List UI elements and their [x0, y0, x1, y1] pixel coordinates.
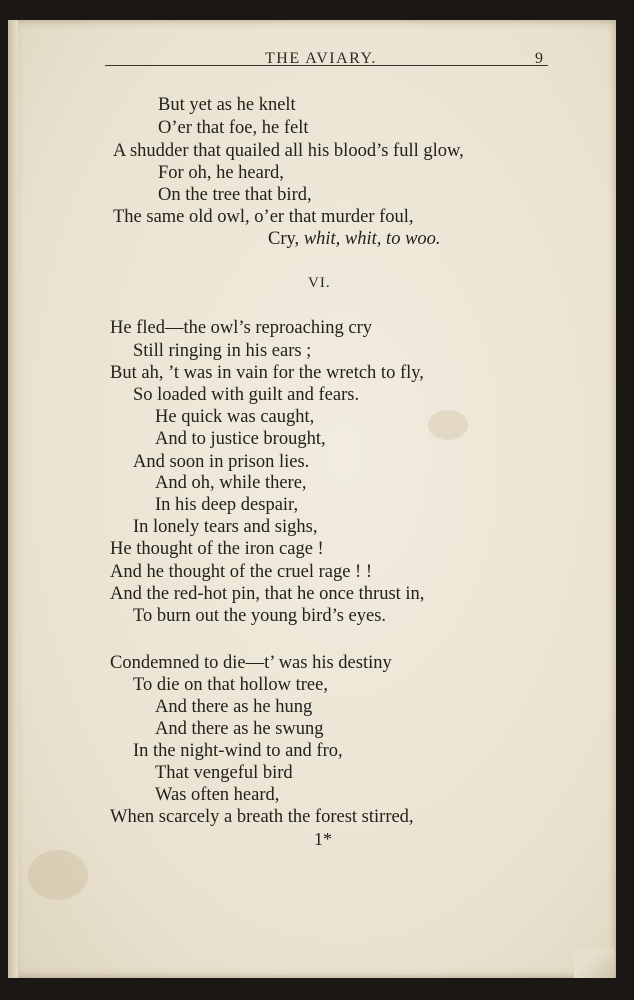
poem-line: And soon in prison lies. — [133, 452, 310, 472]
book-page — [8, 20, 616, 978]
paper-stain — [428, 410, 468, 440]
poem-line: And to justice brought, — [155, 429, 326, 449]
poem-line: And there as he hung — [155, 697, 313, 717]
poem-line: And oh, while there, — [155, 473, 307, 493]
poem-line: In the night-wind to and fro, — [133, 741, 343, 761]
page-gutter — [8, 20, 18, 978]
poem-line: O’er that foe, he felt — [158, 118, 309, 138]
poem-line: In his deep despair, — [155, 495, 299, 515]
poem-line: Condemned to die—t’ was his destiny — [110, 653, 392, 673]
poem-line: To die on that hollow tree, — [133, 675, 328, 695]
running-head: THE AVIARY. — [265, 50, 377, 67]
poem-line: A shudder that quailed all his blood’s full glow, — [113, 141, 464, 161]
poem-line: And the red-hot pin, that he once thrust in, — [110, 584, 425, 604]
poem-line: So loaded with guilt and fears. — [133, 385, 360, 405]
poem-line: For oh, he heard, — [158, 163, 284, 183]
header-rule — [105, 65, 548, 66]
poem-line: Still ringing in his ears ; — [133, 341, 312, 361]
poem-line: But ah, ’t was in vain for the wretch to fly, — [110, 363, 424, 383]
cry-prefix: Cry, — [268, 229, 304, 249]
page-number: 9 — [535, 50, 543, 67]
poem-line: Was often heard, — [155, 785, 280, 805]
poem-line: He thought of the iron cage ! — [110, 539, 324, 559]
poem-line: He quick was caught, — [155, 407, 315, 427]
poem-line: He fled—the owl’s reproaching cry — [110, 318, 372, 338]
poem-line: In lonely tears and sighs, — [133, 517, 318, 537]
poem-line: When scarcely a breath the forest stirred, — [110, 807, 414, 827]
poem-line-cry — [268, 229, 441, 250]
poem-line: That vengeful bird — [155, 763, 293, 783]
page-corner — [574, 948, 614, 978]
poem-line: But yet as he knelt — [158, 95, 296, 115]
signature-mark: 1* — [314, 829, 332, 849]
paper-stain — [28, 850, 88, 900]
poem-line: On the tree that bird, — [158, 185, 312, 205]
cry-italic: whit, whit, to woo. — [303, 229, 441, 249]
poem-line: To burn out the young bird’s eyes. — [133, 606, 387, 626]
poem-line: And he thought of the cruel rage ! ! — [110, 562, 372, 582]
poem-line: The same old owl, o’er that murder foul, — [113, 207, 414, 227]
poem-line: And there as he swung — [155, 719, 324, 739]
section-heading: VI. — [308, 275, 331, 291]
